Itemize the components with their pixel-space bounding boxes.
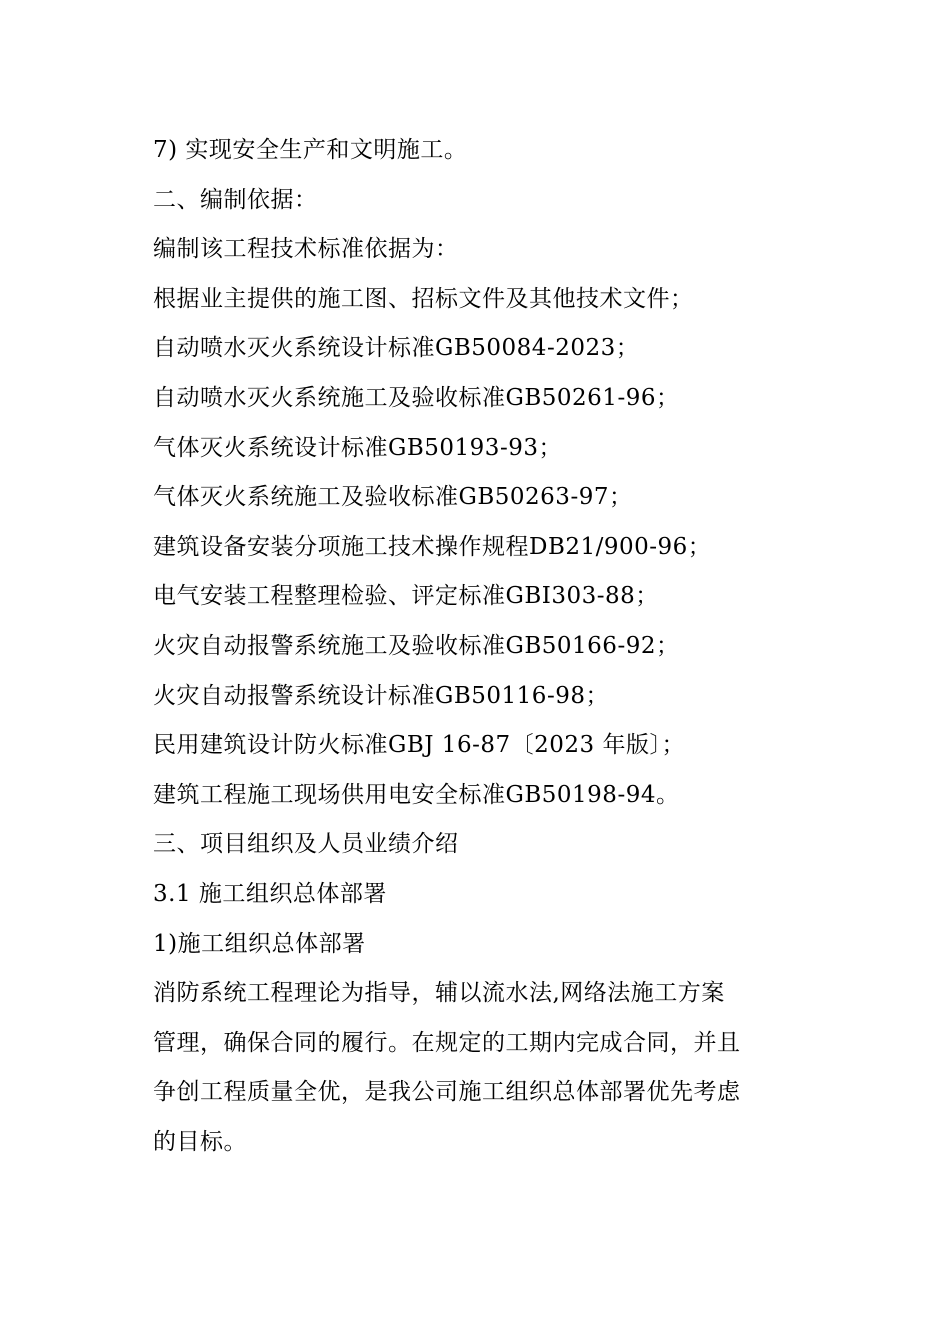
list-item-goal-7: 7) 实现安全生产和文明施工。 <box>153 137 468 163</box>
document-body <box>153 126 803 1167</box>
standard-item: 气体灭火系统施工及验收标准GB50263-97； <box>153 484 633 511</box>
section-heading-organization: 三、项目组织及人员业绩介绍 <box>153 831 459 858</box>
basis-intro: 编制该工程技术标准依据为： <box>153 236 459 263</box>
section-heading-basis: 二、编制依据： <box>153 186 318 213</box>
standard-item: 根据业主提供的施工图、招标文件及其他技术文件； <box>153 285 694 312</box>
standard-item: 火灾自动报警系统设计标准GB50116-98； <box>153 682 609 709</box>
standard-item: 建筑工程施工现场供用电安全标准GB50198-94。 <box>153 781 680 808</box>
standard-item: 民用建筑设计防火标准GBJ 16-87〔2023 年版〕； <box>153 732 685 759</box>
paragraph-line: 争创工程质量全优，是我公司施工组织总体部署优先考虑 <box>153 1079 741 1106</box>
body-paragraph <box>153 969 803 1167</box>
standard-item: 自动喷水灭火系统施工及验收标准GB50261-96； <box>153 384 680 411</box>
paragraph-line: 管理，确保合同的履行。在规定的工期内完成合同，并且 <box>153 1029 741 1056</box>
paragraph-line: 消防系统工程理论为指导，辅以流水法,网络法施工方案 <box>153 980 725 1007</box>
paragraph-line: 的目标。 <box>153 1128 247 1155</box>
standard-item: 自动喷水灭火系统设计标准GB50084-2023； <box>153 335 640 362</box>
standard-item: 电气安装工程整理检验、评定标准GBI303-88； <box>153 583 659 610</box>
subsection-heading: 3.1 施工组织总体部署 <box>153 880 387 907</box>
sub-item-heading: 1)施工组织总体部署 <box>153 930 366 957</box>
standard-item: 火灾自动报警系统施工及验收标准GB50166-92； <box>153 632 680 659</box>
standard-item: 气体灭火系统设计标准GB50193-93； <box>153 434 562 461</box>
standard-item: 建筑设备安装分项施工技术操作规程DB21/900-96； <box>153 533 712 560</box>
